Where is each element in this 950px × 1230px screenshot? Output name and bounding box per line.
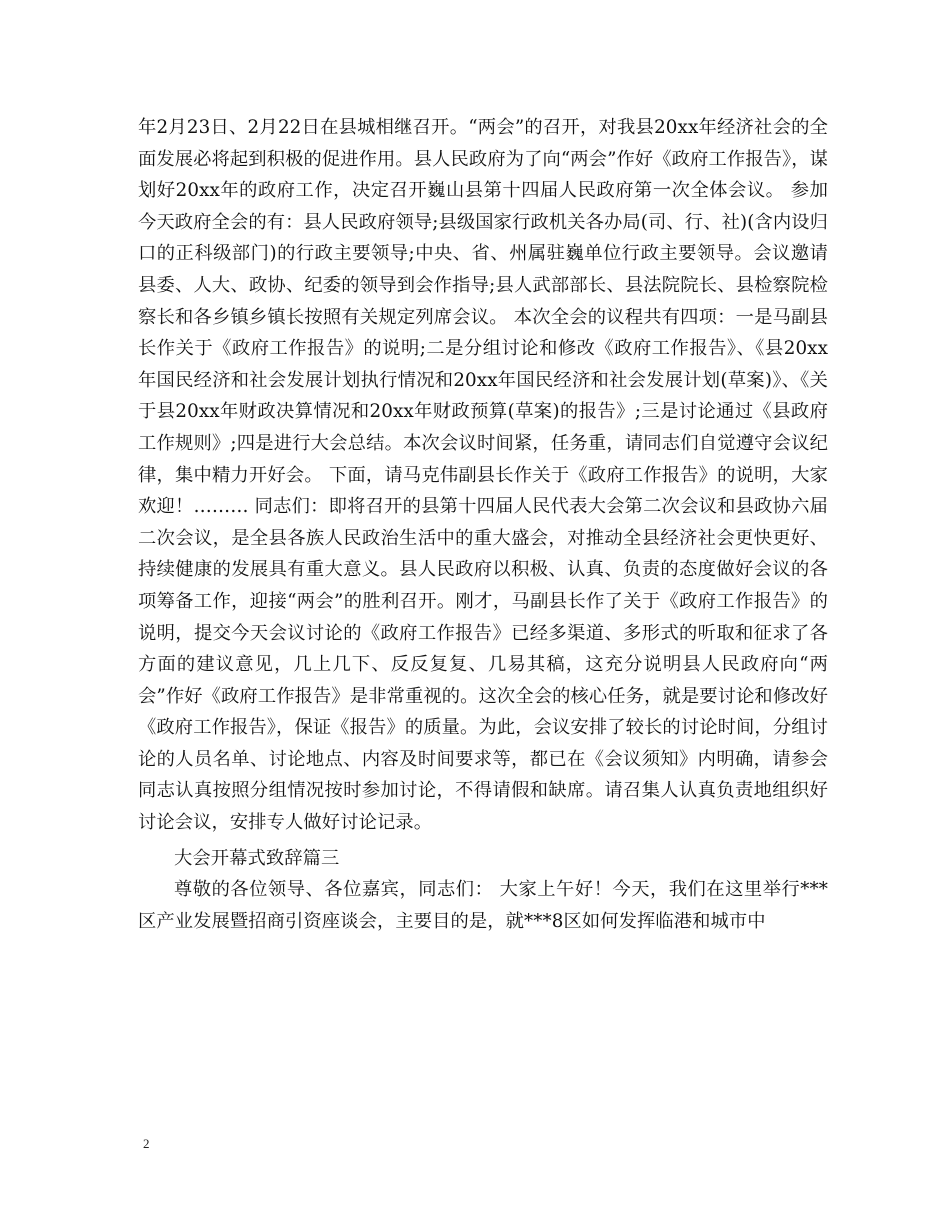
document-body [138,112,828,937]
body-paragraph: 年2月23日、2月22日在县城相继召开。“两会”的召开，对我县20xx年经济社会的全面发展必将起到积极的促进作用。县人民政府为了向“两会”作好《政府工作报告》，谋划好20xx年的政府工作，决定召开巍山县第十四届人民政府第一次全体会议。 参加今天政府全会的有：县人民政府领导;县级国家行政机关各办局(司、行、社)(含内设归口的正科级部门)的行政主要领导;中央、省、州属驻巍单位行政主要领导。会议邀请县委、人大、政协、纪委的领导到会作指导;县人武部部长、县法院院长、县检察院检察长和各乡镇乡镇长按照有关规定列席会议。 本次全会的议程共有四项：一是马副县长作关于《政府工作报告》的说明;二是分组讨论和修改《政府工作报告》、《县20xx年国民经济和社会发展计划执行情况和20xx年国民经济和社会发展计划(草案)》、《关于县20xx年财政决算情况和20xx年财政预算(草案)的报告》;三是讨论通过《县政府工作规则》;四是进行大会总结。本次会议时间紧，任务重，请同志们自觉遵守会议纪律，集中精力开好会。 下面，请马克伟副县长作关于《政府工作报告》的说明，大家欢迎！……… 同志们：即将召开的县第十四届人民代表大会第二次会议和县政协六届二次会议，是全县各族人民政治生活中的重大盛会，对推动全县经济社会更快更好、持续健康的发展具有重大意义。县人民政府以积极、认真、负责的态度做好会议的各项筹备工作，迎接“两会”的胜利召开。刚才，马副县长作了关于《政府工作报告》的说明，提交今天会议讨论的《政府工作报告》已经多渠道、多形式的听取和征求了各方面的建议意见，几上几下、反反复复、几易其稿，这充分说明县人民政府向“两会”作好《政府工作报告》是非常重视的。这次全会的核心任务，就是要讨论和修改好《政府工作报告》，保证《报告》的质量。为此，会议安排了较长的讨论时间，分组讨论的人员名单、讨论地点、内容及时间要求等，都已在《会议须知》内明确，请参会同志认真按照分组情况按时参加讨论，不得请假和缺席。请召集人认真负责地组织好讨论会议，安排专人做好讨论记录。 [138,117,828,834]
section-heading: 大会开幕式致辞篇三 [174,847,340,869]
body-paragraph-final: 尊敬的各位领导、各位嘉宾，同志们： 大家上午好！今天，我们在这里举行***区产业发展暨招商引资座谈会，主要目的是，就***8区如何发挥临港和城市中 [138,879,828,932]
page-number: 2 [143,1136,150,1151]
